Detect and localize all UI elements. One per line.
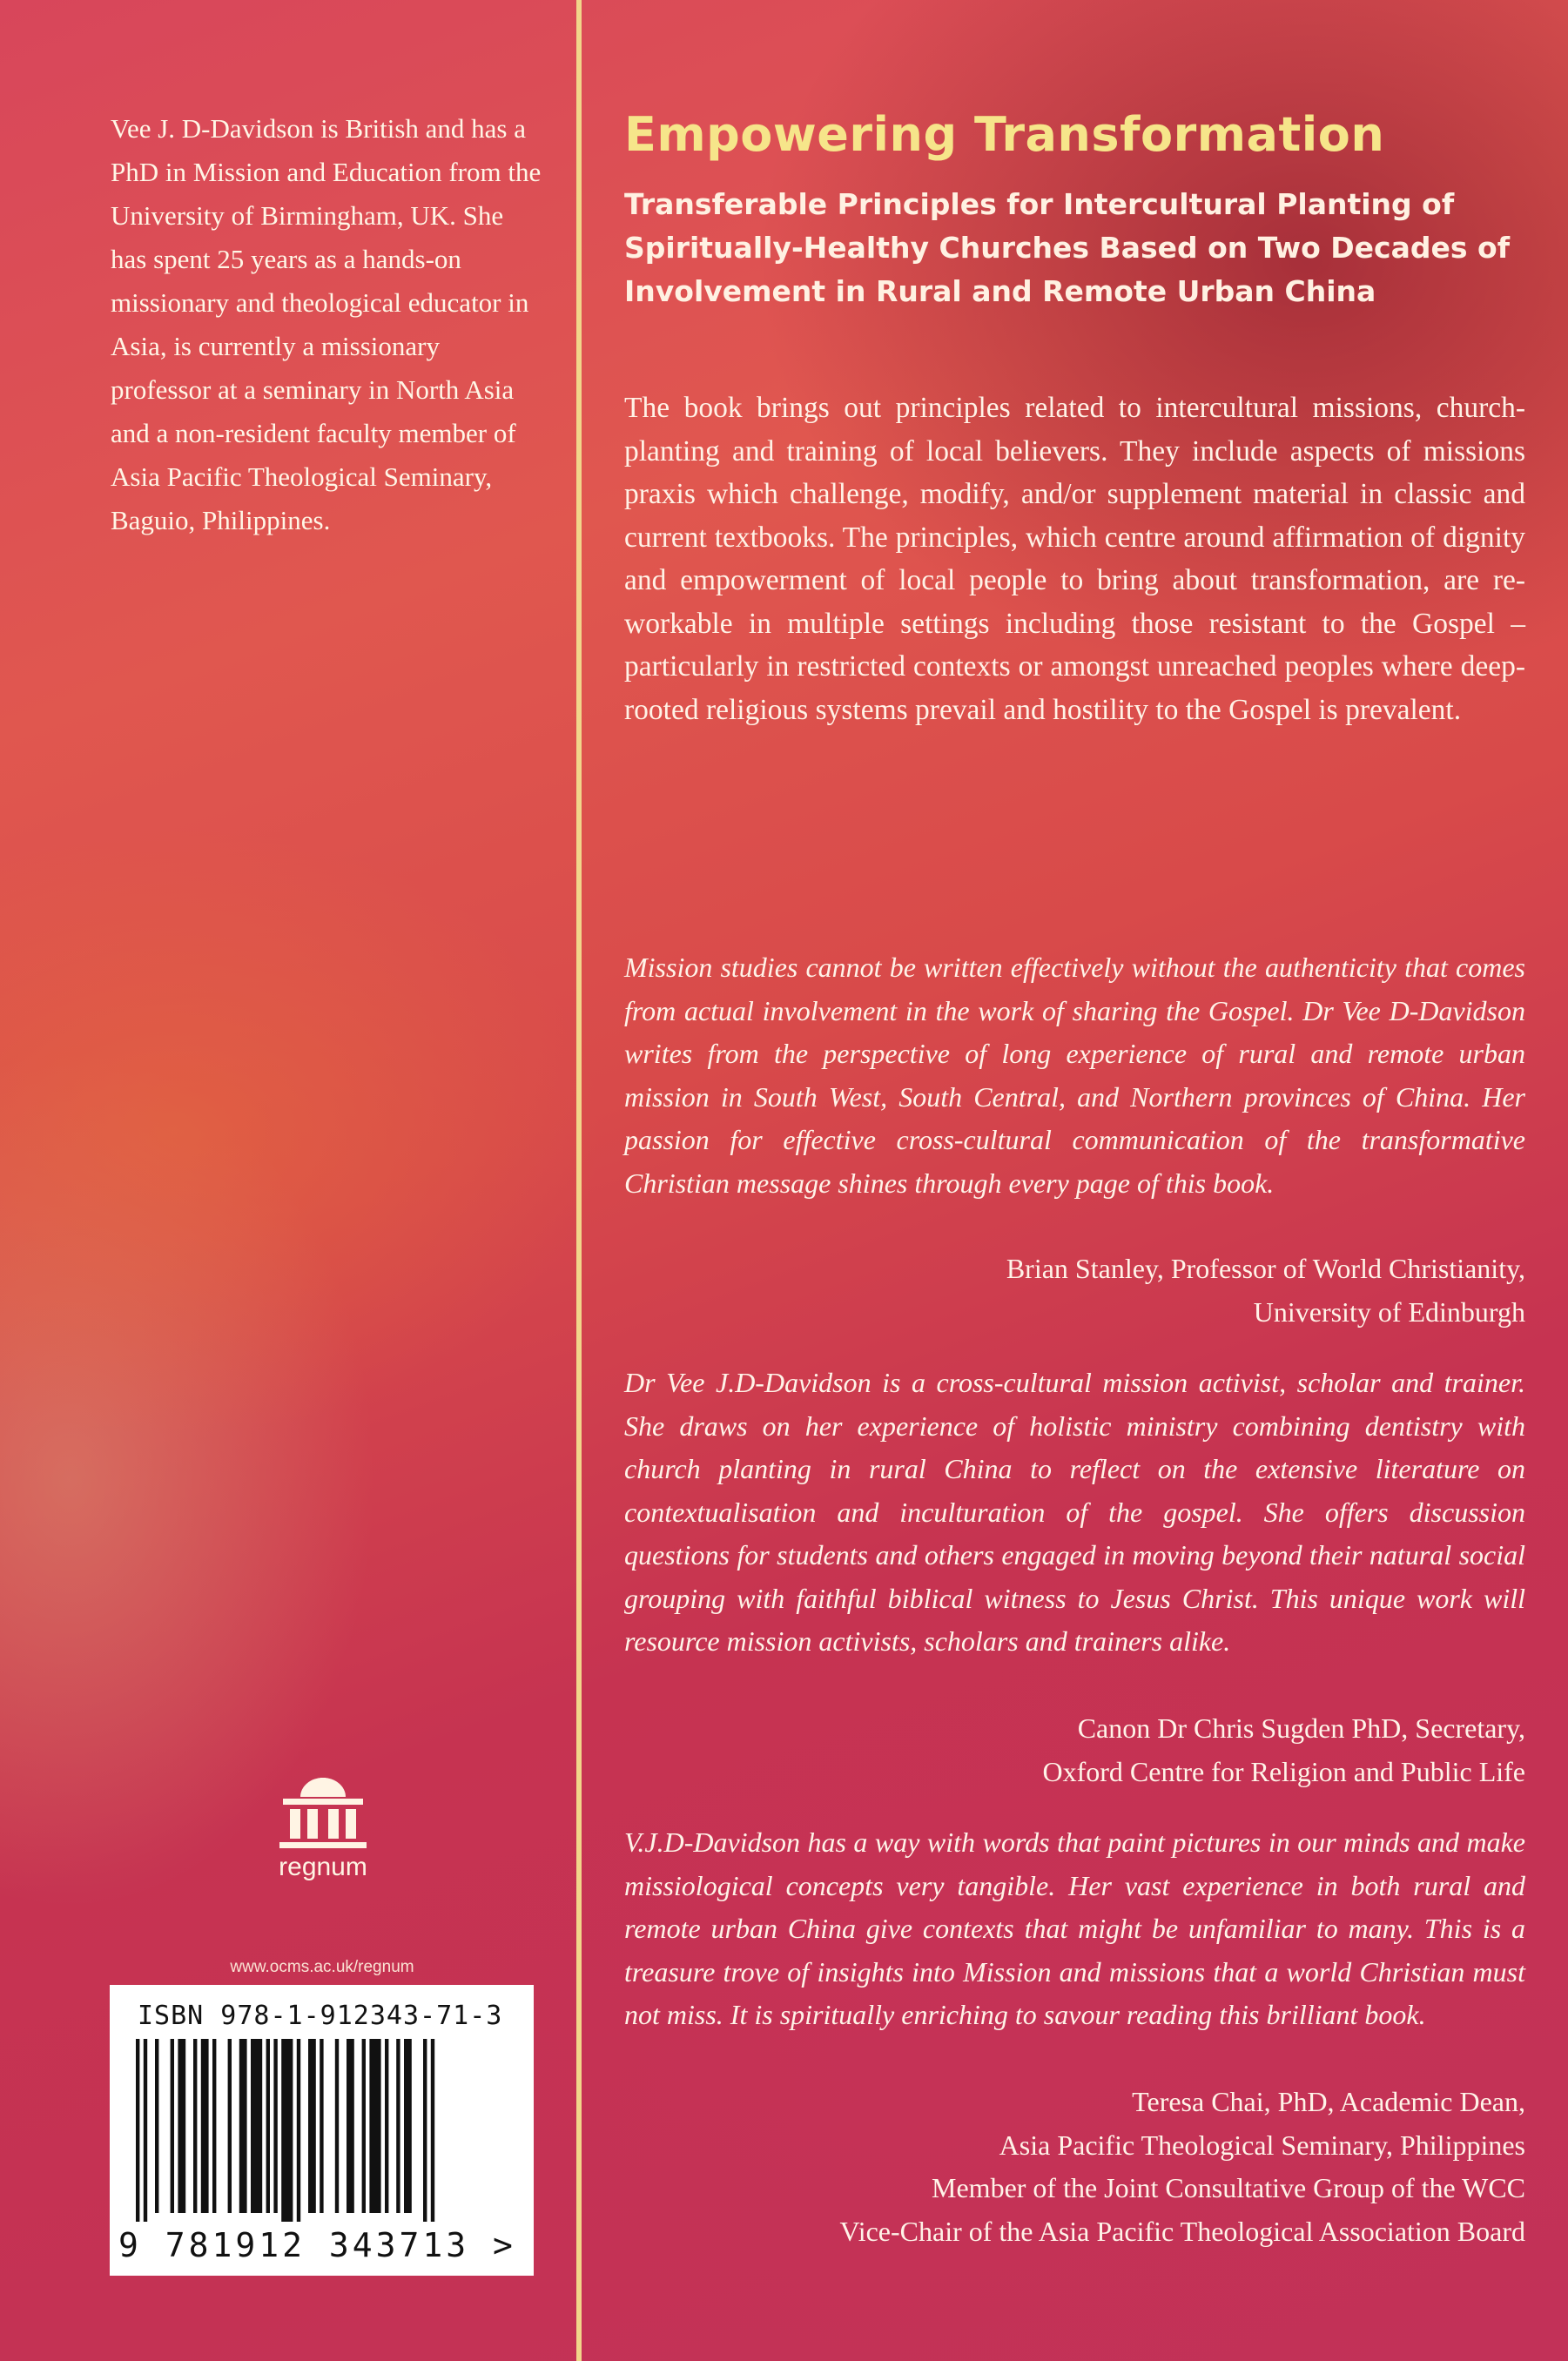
barcode-digits: 9 781912 343713 > (118, 2226, 516, 2264)
barcode-bar (266, 2039, 270, 2213)
barcode-bar (423, 2039, 427, 2222)
barcode-bar (239, 2039, 247, 2213)
isbn-barcode (110, 1985, 534, 2276)
barcode-bar (362, 2039, 366, 2213)
review-attribution (611, 2081, 1525, 2253)
barcode-bar (201, 2039, 209, 2213)
barcode-bar (347, 2039, 354, 2213)
barcode-bar (136, 2039, 139, 2222)
publisher-logo (266, 1776, 380, 1882)
isbn-label: ISBN 978-1-912343-71-3 (138, 2001, 503, 2031)
review-attribution-line: Oxford Centre for Religion and Public Life (1042, 1755, 1525, 1787)
barcode-bar (404, 2039, 412, 2213)
barcode-bar (335, 2039, 339, 2213)
review-quote: Dr Vee J.D-Davidson is a cross-cultural mission activist, scholar and trainer. She draws on her experience of holistic ministry combining dentistry with church planting in rural China to reflect on the extensive literature on contextualisation and inculturation of the gospel. She offers discussion questions for students and others engaged in moving beyond their natural social grouping with faithful biblical witness to Jesus Christ. This unique work will resource mission activists, scholars and trainers alike. (624, 1367, 1525, 1657)
review-attribution-line: Vice-Chair of the Asia Pacific Theological Association Board (839, 2215, 1525, 2247)
barcode-bar (308, 2039, 316, 2213)
spine-divider-line (576, 0, 582, 2361)
barcode-bar (320, 2039, 323, 2213)
review-attribution-line: Member of the Joint Consultative Group of the WCC (932, 2172, 1525, 2203)
barcode-bar (171, 2039, 174, 2213)
book-description: The book brings out principles related to intercultural missions, church-planting and training of local believers. They include aspects of missions praxis which challenge, modify, and/or supplement material in classic and current textbooks. The principles, which centre around affirmation of dignity and empowerment of local people to bring about transformation, are re-workable in multiple settings including those resistant to the Gospel – particularly in restricted contexts or amongst unreached peoples where deep-rooted religious systems prevail and hostility to the Gospel is prevalent. (624, 392, 1525, 726)
barcode-bar (178, 2039, 185, 2213)
review-attribution (611, 1248, 1525, 1334)
review-attribution-line: Teresa Chai, PhD, Academic Dean, (1132, 2086, 1525, 2117)
barcode-bar (396, 2039, 400, 2213)
book-title: Empowering Transformation (624, 107, 1385, 162)
barcode-bar (144, 2039, 147, 2222)
barcode-bar (193, 2039, 197, 2213)
review-attribution-line: Asia Pacific Theological Seminary, Philippines (999, 2129, 1525, 2161)
regnum-building-icon (274, 1776, 372, 1851)
review-attribution (611, 1707, 1525, 1793)
barcode-bar (273, 2039, 277, 2213)
book-subtitle: Transferable Principles for Intercultural Planting of Spiritually-Healthy Churches Based on Two Decades of Involvement in Rural and Remote Urban China (624, 187, 1511, 308)
barcode-bar (369, 2039, 380, 2213)
barcode-bar (297, 2039, 300, 2222)
review-quote: Mission studies cannot be written effectively without the authenticity that comes from actual involvement in the work of sharing the Gospel. Dr Vee D-Davidson writes from the perspective of long experience of rural and remote urban mission in South West, South Central, and Northern provinces of China. Her passion for effective cross-cultural communication of the transformative Christian message shines through every page of this book. (624, 952, 1525, 1199)
barcode-bar (155, 2039, 158, 2213)
barcode-bar (251, 2039, 262, 2213)
barcode-bar (385, 2039, 388, 2213)
review-attribution-line: Canon Dr Chris Sugden PhD, Secretary, (1077, 1712, 1525, 1744)
publisher-website: www.ocms.ac.uk/regnum (230, 1958, 414, 1976)
barcode-bar (431, 2039, 434, 2222)
publisher-name: regnum (279, 1853, 367, 1881)
barcode-bar (228, 2039, 232, 2213)
barcode-bar (212, 2039, 216, 2213)
author-bio: Vee J. D-Davidson is British and has a PhD in Mission and Education from the University of Birmingham, UK. She has spent 25 years as a hands-on missionary and theological educator in Asia, is currently a missionary professor at a seminary in North Asia and a non-resident faculty member of Asia Pacific Theological Seminary, Baguio, Philippines. (111, 113, 542, 535)
review-attribution-line: University of Edinburgh (1253, 1295, 1525, 1328)
review-attribution-line: Brian Stanley, Professor of World Christianity, (1006, 1253, 1525, 1284)
barcode-bars (131, 2039, 514, 2222)
review-quote: V.J.D-Davidson has a way with words that paint pictures in our minds and make missiological concepts very tangible. Her vast experience in both rural and remote urban China give contexts that might be unfamiliar to many. This is a treasure trove of insights into Mission and missions that a world Christian must not miss. It is spiritually enriching to savour reading this brilliant book. (624, 1826, 1525, 2030)
barcode-bar (281, 2039, 293, 2222)
